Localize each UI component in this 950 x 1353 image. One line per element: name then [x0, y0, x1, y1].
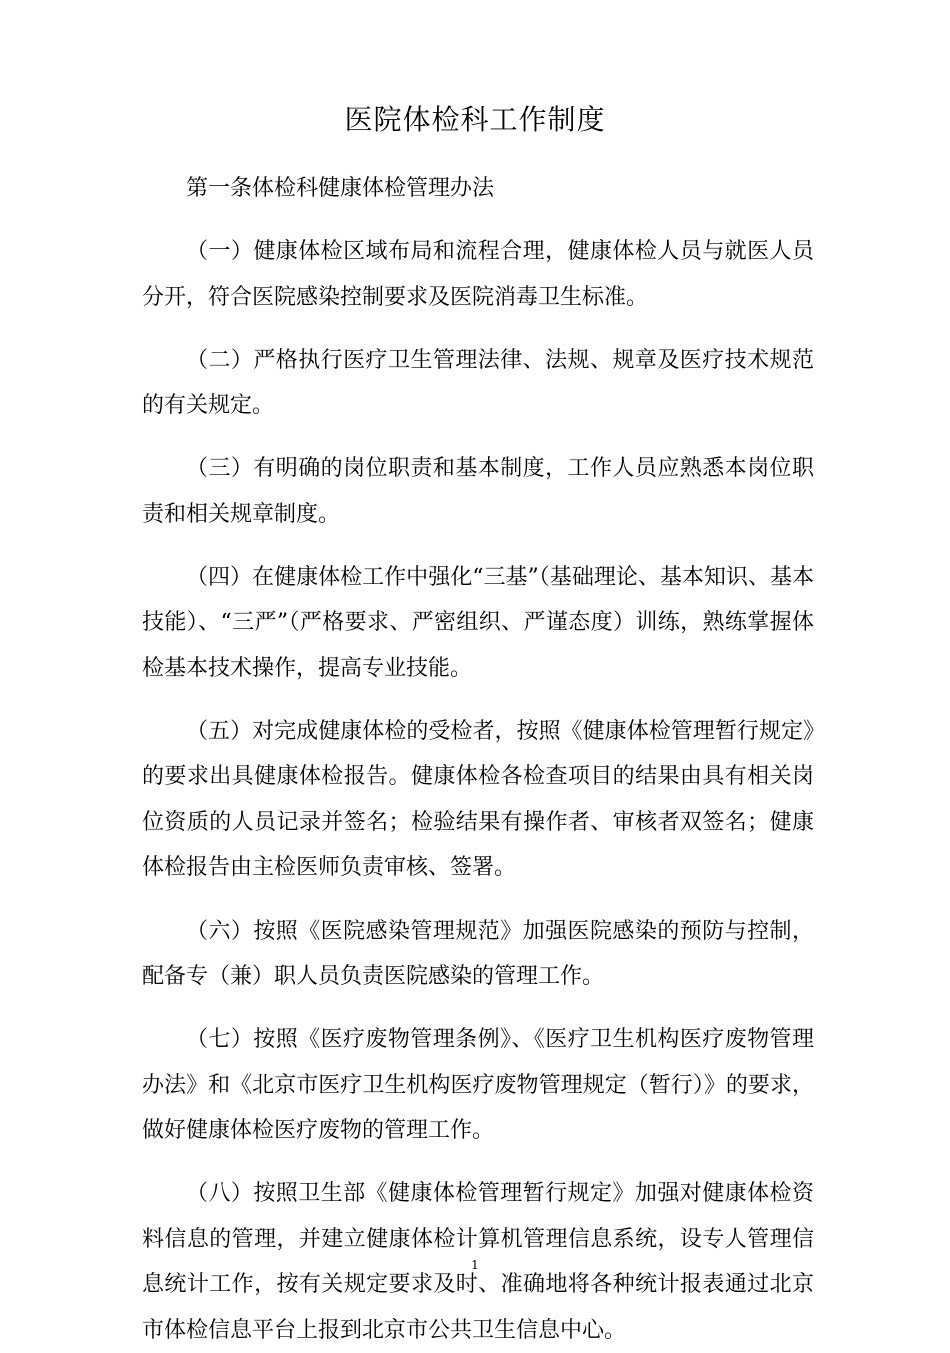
paragraph-6: （六）按照《医院感染管理规范》加强医院感染的预防与控制，配备专（兼）职人员负责医院感染的管理工作。 [142, 918, 814, 990]
paragraph-3: （三）有明确的岗位职责和基本制度，工作人员应熟悉本岗位职责和相关规章制度。 [142, 456, 814, 527]
paragraph-7: （七）按照《医疗废物管理条例》、《医疗卫生机构医疗废物管理办法》和《北京市医疗卫生机构医疗废物管理规定（暂行）》的要求，做好健康体检医疗废物的管理工作。 [142, 1027, 814, 1144]
paragraph-4: （四）在健康体检工作中强化“三基”（基础理论、基本知识、基本技能）、“三严”（严格要求、严密组织、严谨态度）训练，熟练掌握体检基本技术操作，提高专业技能。 [142, 564, 814, 681]
paragraph-5: （五）对完成健康体检的受检者，按照《健康体检管理暂行规定》的要求出具健康体检报告。健康体检各检查项目的结果由具有相关岗位资质的人员记录并签名；检验结果有操作者、审核者双签名；健康体检报告由主检医师负责审核、签署。 [142, 718, 814, 881]
paragraph-2: （二）严格执行医疗卫生管理法律、法规、规章及医疗技术规范的有关规定。 [142, 347, 814, 419]
document-title: 医院体检科工作制度 [344, 103, 606, 136]
document-body [142, 166, 814, 1353]
paragraph-8: （八）按照卫生部《健康体检管理暂行规定》加强对健康体检资料信息的管理，并建立健康体检计算机管理信息系统，设专人管理信息统计工作，按有关规定要求及时、准确地将各种统计报表通过北京市体检信息平台上报到北京市公共卫生信息中心。 [142, 1181, 814, 1343]
paragraph-1: （一）健康体检区域布局和流程合理，健康体检人员与就医人员分开，符合医院感染控制要求及医院消毒卫生标准。 [142, 239, 814, 310]
page-number: 1 [471, 1258, 479, 1272]
section-heading: 第一条体检科健康体检管理办法 [186, 176, 495, 201]
